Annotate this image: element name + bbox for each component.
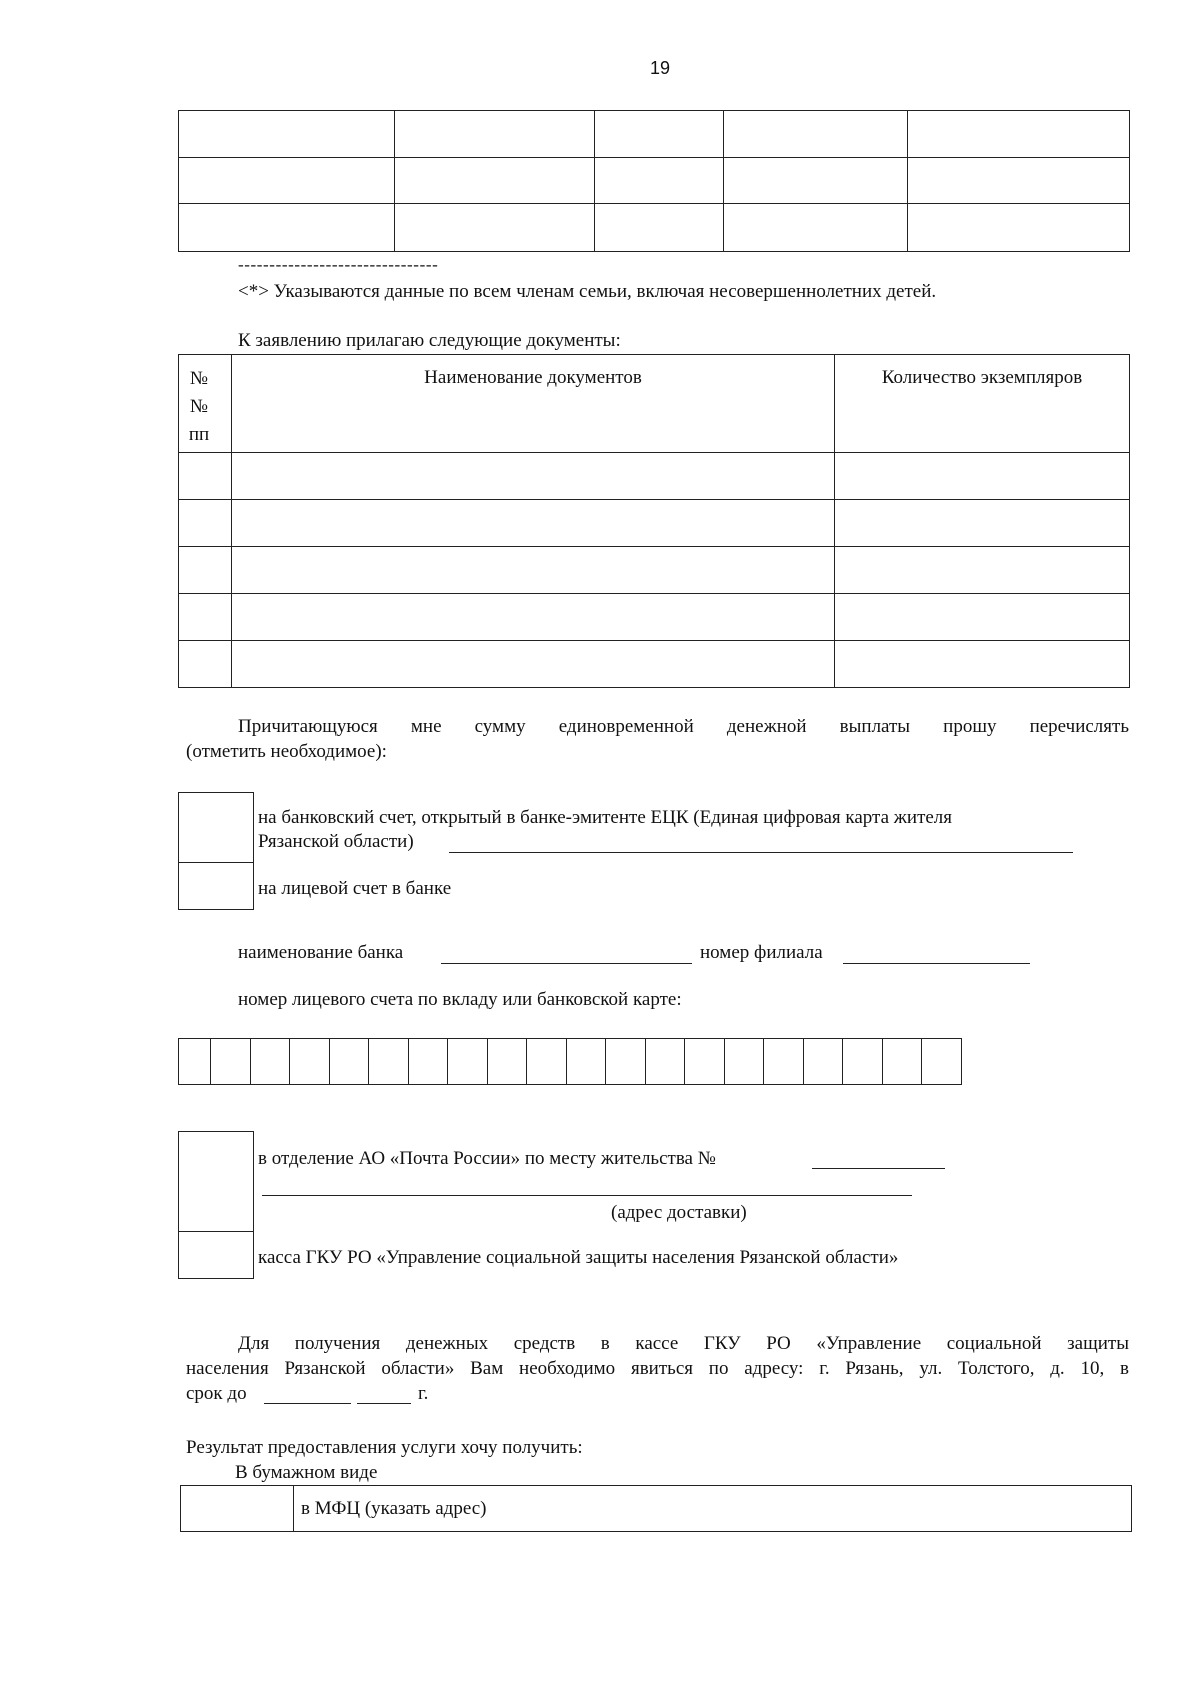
- table-cell[interactable]: [835, 500, 1130, 547]
- table-cell[interactable]: [595, 204, 724, 252]
- account-digit-cell[interactable]: [179, 1039, 211, 1084]
- mfc-checkbox[interactable]: [181, 1486, 294, 1532]
- table-cell[interactable]: [179, 547, 232, 594]
- page-number: 19: [650, 58, 671, 78]
- table-cell[interactable]: [595, 158, 724, 204]
- result-paper: В бумажном виде: [235, 1462, 378, 1483]
- table-cell[interactable]: [232, 547, 835, 594]
- table-cell[interactable]: [724, 111, 908, 158]
- table-cell[interactable]: [395, 204, 595, 252]
- account-digit-cell[interactable]: [409, 1039, 449, 1084]
- cash-info-line2: населения Рязанской области» Вам необходимо явиться по адресу: г. Рязань, ул. Толстого, д. 10, в: [186, 1358, 1129, 1379]
- option-post-label: в отделение АО «Почта России» по месту жительства №: [258, 1148, 716, 1169]
- table-cell[interactable]: [908, 158, 1130, 204]
- col-header-count: Количество экземпляров: [835, 355, 1130, 453]
- post-office-checkbox[interactable]: [178, 1131, 254, 1233]
- personal-account-checkbox[interactable]: [178, 862, 254, 910]
- cash-desk-checkbox[interactable]: [178, 1231, 254, 1279]
- account-number-cells: [178, 1038, 962, 1085]
- bank-name-field[interactable]: [441, 963, 692, 964]
- table-cell[interactable]: [179, 453, 232, 500]
- table-cell[interactable]: [908, 204, 1130, 252]
- table-cell[interactable]: [835, 594, 1130, 641]
- table-cell[interactable]: [232, 641, 835, 688]
- account-digit-cell[interactable]: [606, 1039, 646, 1084]
- account-digit-cell[interactable]: [804, 1039, 844, 1084]
- bank-name-label: наименование банка: [238, 942, 404, 963]
- mfc-option-label: в МФЦ (указать адрес): [294, 1486, 1132, 1532]
- table-cell[interactable]: [724, 158, 908, 204]
- branch-field[interactable]: [843, 963, 1030, 964]
- account-digit-cell[interactable]: [488, 1039, 528, 1084]
- payment-intro-line1: Причитающуюся мне сумму единовременной денежной выплаты прошу перечислять: [238, 716, 1129, 737]
- bank-account-line[interactable]: [449, 852, 1073, 853]
- col-header-number: № № пп: [179, 355, 232, 453]
- post-office-number-field[interactable]: [812, 1168, 945, 1169]
- account-digit-cell[interactable]: [843, 1039, 883, 1084]
- table-cell[interactable]: [179, 594, 232, 641]
- mfc-table: [180, 1485, 1132, 1532]
- table-cell[interactable]: [179, 204, 395, 252]
- documents-table: [178, 354, 1130, 688]
- table-cell[interactable]: [179, 500, 232, 547]
- account-digit-cell[interactable]: [211, 1039, 251, 1084]
- deadline-day-field[interactable]: [264, 1403, 351, 1404]
- account-digit-cell[interactable]: [369, 1039, 409, 1084]
- deadline-prefix: срок до: [186, 1383, 247, 1404]
- account-digit-cell[interactable]: [448, 1039, 488, 1084]
- table-cell[interactable]: [395, 158, 595, 204]
- result-intro: Результат предоставления услуги хочу получить:: [186, 1437, 583, 1458]
- family-members-table: [178, 110, 1130, 252]
- footnote-text: <*> Указываются данные по всем членам семьи, включая несовершеннолетних детей.: [238, 281, 937, 302]
- table-cell[interactable]: [835, 453, 1130, 500]
- account-digit-cell[interactable]: [646, 1039, 686, 1084]
- table-cell[interactable]: [232, 500, 835, 547]
- table-cell[interactable]: [595, 111, 724, 158]
- account-number-label: номер лицевого счета по вкладу или банковской карте:: [238, 989, 682, 1010]
- account-digit-cell[interactable]: [527, 1039, 567, 1084]
- table-cell[interactable]: [724, 204, 908, 252]
- account-digit-cell[interactable]: [290, 1039, 330, 1084]
- table-cell[interactable]: [835, 547, 1130, 594]
- account-digit-cell[interactable]: [725, 1039, 765, 1084]
- deadline-year-field[interactable]: [357, 1403, 411, 1404]
- table-cell[interactable]: [395, 111, 595, 158]
- table-cell[interactable]: [908, 111, 1130, 158]
- account-digit-cell[interactable]: [764, 1039, 804, 1084]
- branch-label: номер филиала: [700, 942, 823, 963]
- payment-intro-line2: (отметить необходимое):: [186, 741, 387, 762]
- account-digit-cell[interactable]: [251, 1039, 291, 1084]
- documents-intro: К заявлению прилагаю следующие документы:: [238, 330, 621, 351]
- delivery-address-caption: (адрес доставки): [611, 1202, 747, 1223]
- account-digit-cell[interactable]: [567, 1039, 607, 1084]
- table-cell[interactable]: [232, 594, 835, 641]
- table-cell[interactable]: [179, 158, 395, 204]
- table-cell[interactable]: [232, 453, 835, 500]
- table-cell[interactable]: [179, 641, 232, 688]
- table-cell[interactable]: [179, 111, 395, 158]
- option-bank-label: на банковский счет, открытый в банке-эмитенте ЕЦК (Единая цифровая карта жителя: [258, 807, 953, 828]
- deadline-suffix: г.: [418, 1383, 429, 1404]
- account-digit-cell[interactable]: [883, 1039, 923, 1084]
- account-digit-cell[interactable]: [330, 1039, 370, 1084]
- option-cash-desk-label: касса ГКУ РО «Управление социальной защиты населения Рязанской области»: [258, 1247, 899, 1268]
- table-cell[interactable]: [835, 641, 1130, 688]
- cash-info-line1: Для получения денежных средств в кассе ГКУ РО «Управление социальной защиты: [238, 1333, 1129, 1354]
- account-digit-cell[interactable]: [922, 1039, 962, 1084]
- delivery-address-field[interactable]: [262, 1195, 912, 1196]
- bank-account-checkbox[interactable]: [178, 792, 254, 864]
- footnote-separator: --------------------------------: [238, 255, 439, 274]
- account-digit-cell[interactable]: [685, 1039, 725, 1084]
- option-bank-label-line2: Рязанской области): [258, 831, 414, 852]
- col-header-name: Наименование документов: [232, 355, 835, 453]
- option-personal-account-label: на лицевой счет в банке: [258, 878, 452, 899]
